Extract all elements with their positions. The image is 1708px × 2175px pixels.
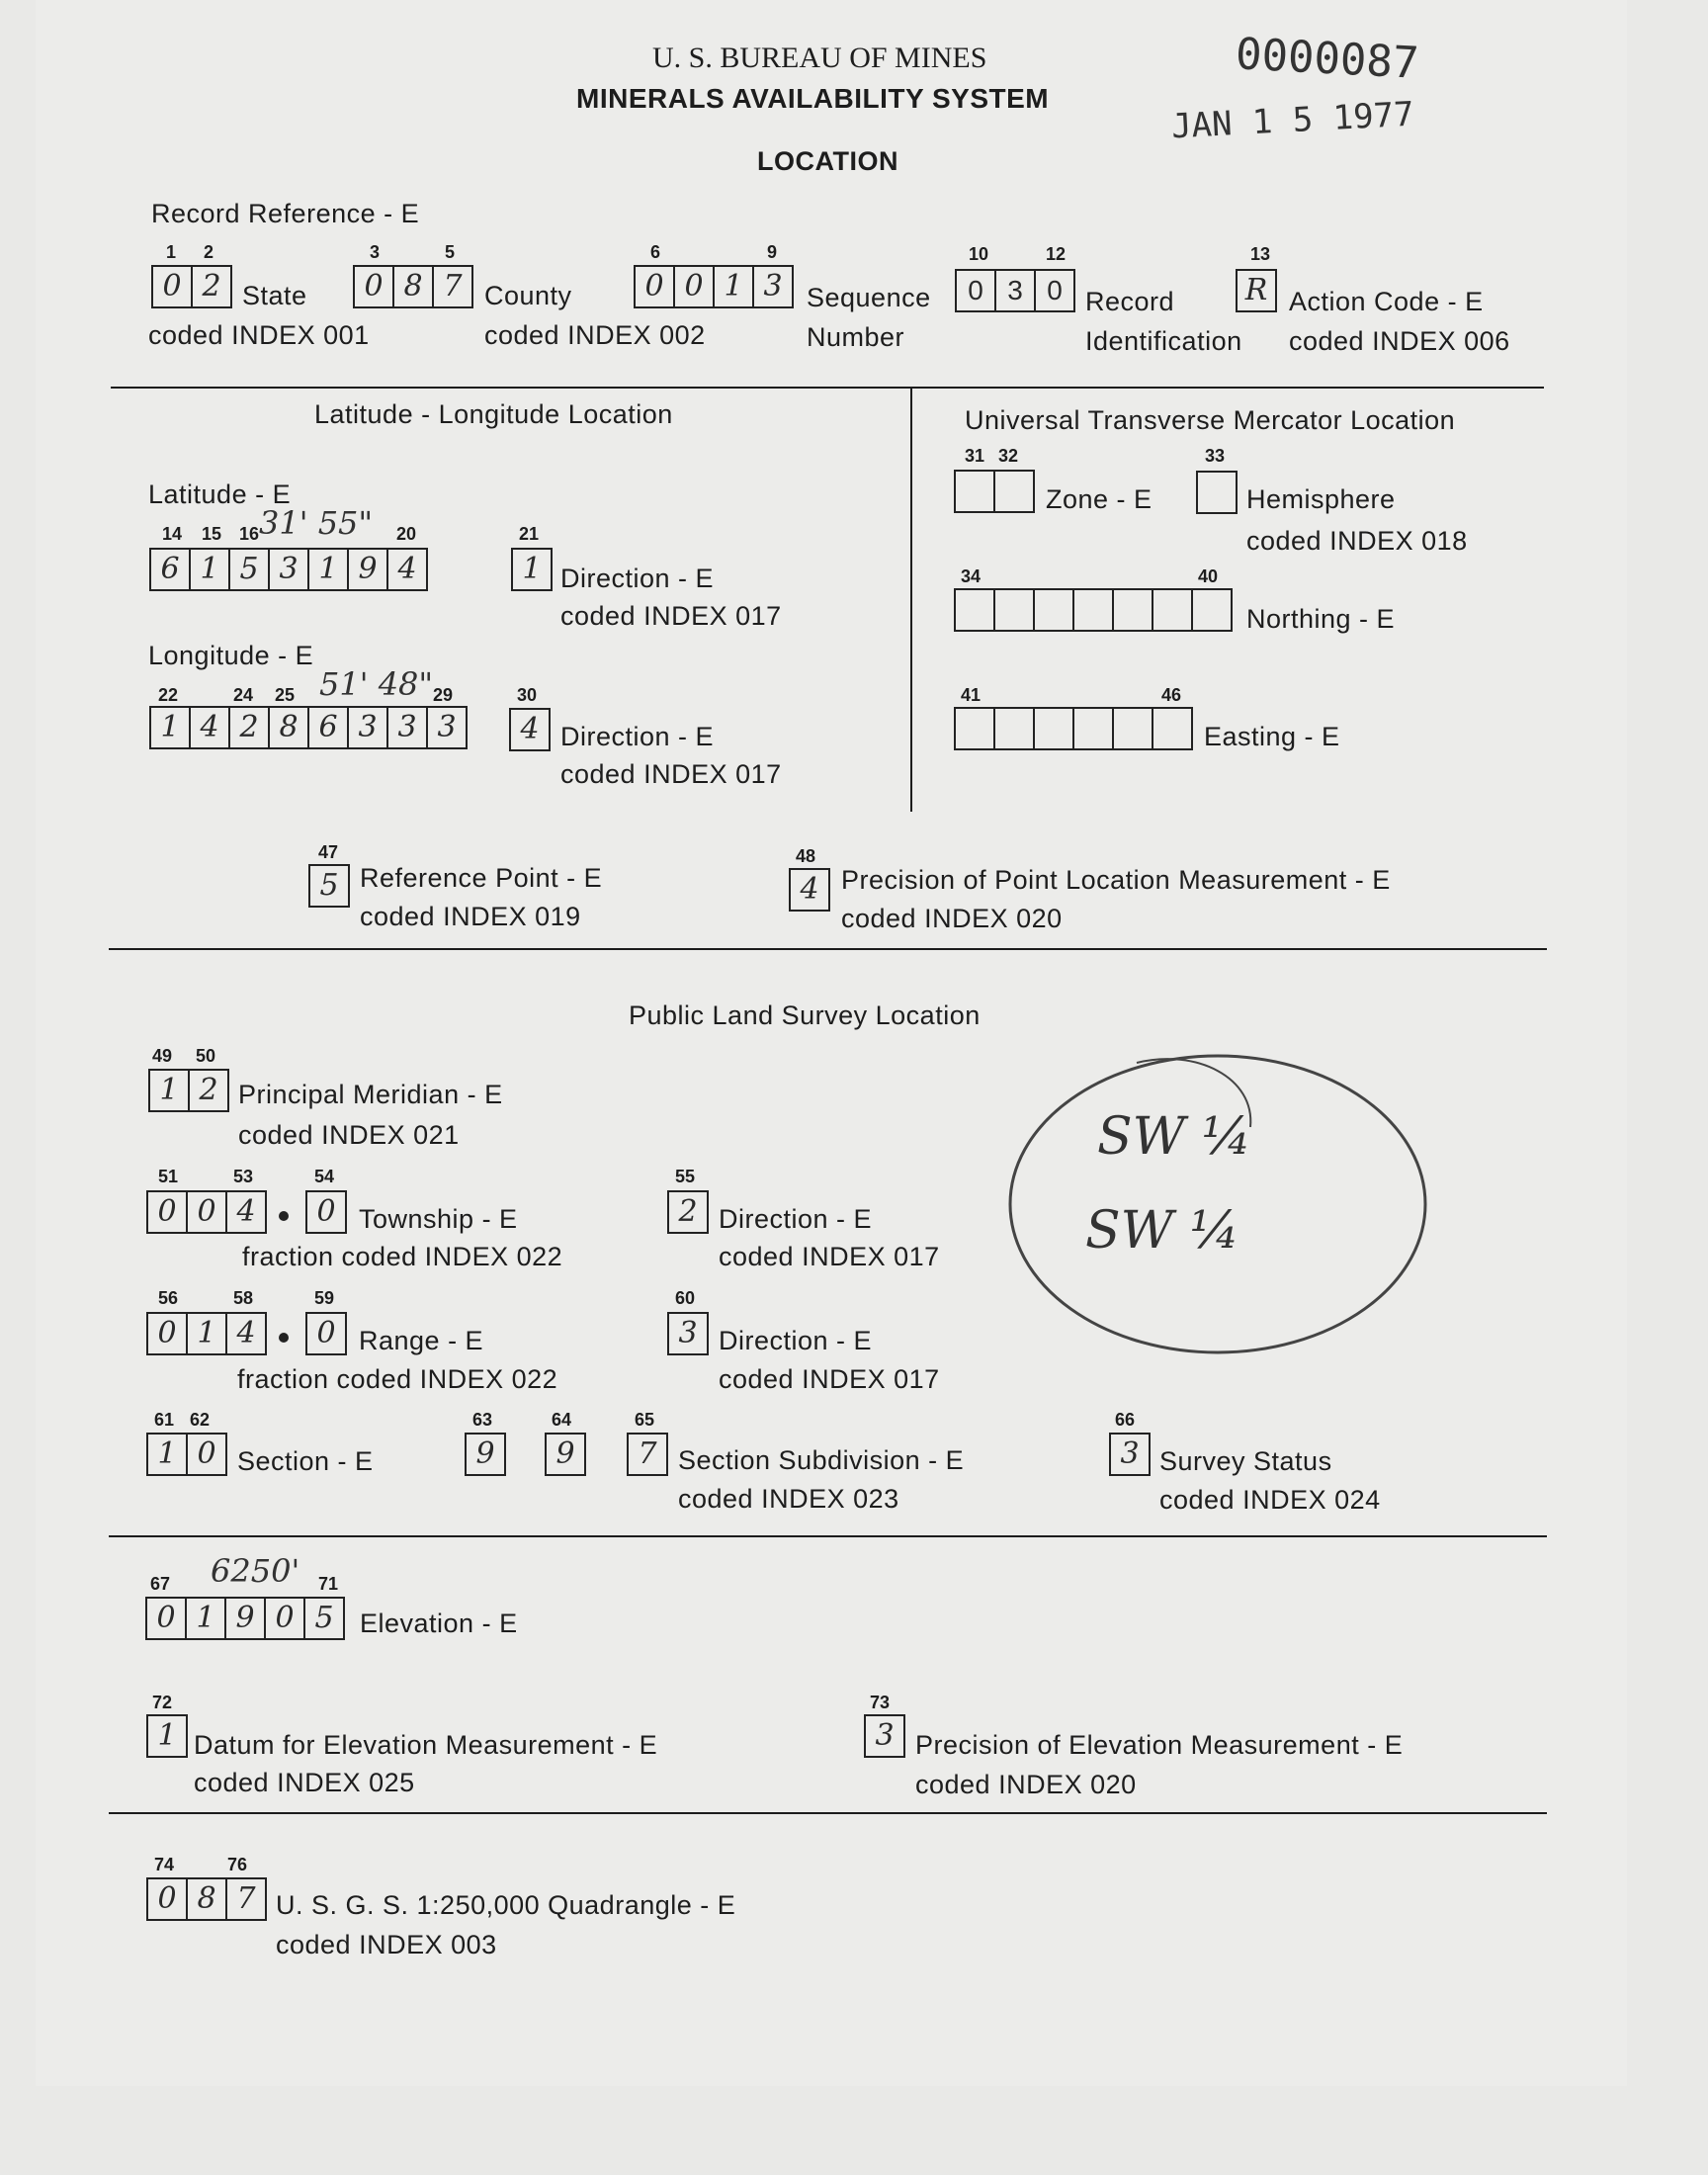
- range-index: fraction coded INDEX 022: [237, 1364, 558, 1394]
- field-num: 40: [1198, 566, 1219, 586]
- digit-box[interactable]: 0: [305, 1190, 347, 1234]
- lat-direction-index: coded INDEX 017: [560, 601, 782, 631]
- pls-title: Public Land Survey Location: [629, 1000, 981, 1030]
- subdivision-box-2[interactable]: [545, 1433, 586, 1474]
- field-num: 64: [552, 1410, 572, 1430]
- digit-box[interactable]: [1112, 707, 1152, 750]
- township-boxes[interactable]: [146, 1190, 267, 1232]
- handwritten-note-line-1: SW ¼: [1097, 1107, 1251, 1167]
- field-num: 21: [519, 524, 540, 544]
- longitude-direction-box[interactable]: [509, 708, 551, 749]
- field-num: 46: [1161, 685, 1182, 705]
- digit-box[interactable]: 5: [228, 548, 268, 591]
- field-num: 9: [767, 242, 778, 262]
- field-num: 15: [202, 524, 222, 544]
- county-index: coded INDEX 002: [484, 320, 706, 350]
- digit-box[interactable]: 3: [752, 265, 794, 308]
- northing-boxes[interactable]: [954, 588, 1233, 630]
- field-num: 54: [314, 1167, 335, 1186]
- divider: [109, 1812, 1547, 1814]
- digit-box[interactable]: 0: [634, 265, 673, 308]
- field-num: 6: [650, 242, 661, 262]
- digit-box[interactable]: [954, 470, 993, 513]
- reference-point-box[interactable]: [308, 864, 350, 906]
- digit-box[interactable]: 0: [145, 1597, 185, 1640]
- lat-direction-label: Direction - E: [560, 564, 715, 593]
- zone-label: Zone - E: [1046, 484, 1153, 514]
- digit-box[interactable]: 8: [392, 265, 432, 308]
- system-name: MINERALS AVAILABILITY SYSTEM: [576, 83, 1050, 114]
- sequence-sub: Number: [807, 322, 905, 352]
- decimal-point: [279, 1211, 289, 1221]
- digit-box[interactable]: 3: [864, 1714, 905, 1758]
- digit-box[interactable]: 1: [148, 1069, 188, 1112]
- action-code-box[interactable]: [1236, 269, 1277, 310]
- digit-box[interactable]: 5: [303, 1597, 345, 1640]
- document-number-stamp: 0000087: [1234, 29, 1420, 89]
- digit-box[interactable]: 3: [1109, 1433, 1151, 1476]
- digit-box[interactable]: 1: [149, 706, 189, 749]
- field-num: 71: [318, 1574, 339, 1594]
- column-divider: [910, 389, 912, 812]
- field-num: 62: [190, 1410, 211, 1430]
- precision-box[interactable]: [789, 868, 830, 910]
- field-num: 72: [152, 1693, 173, 1712]
- utm-title: Universal Transverse Mercator Location: [965, 405, 1456, 435]
- section-subdivision-label: Section Subdivision - E: [678, 1445, 965, 1475]
- field-num: 14: [162, 524, 183, 544]
- digit-box[interactable]: 1: [511, 548, 553, 591]
- field-num: 63: [472, 1410, 493, 1430]
- elevation-precision-label: Precision of Elevation Measurement - E: [915, 1730, 1404, 1760]
- digit-box[interactable]: 2: [188, 1069, 229, 1112]
- lon-direction-index: coded INDEX 017: [560, 759, 782, 789]
- digit-box[interactable]: 1: [146, 1433, 186, 1476]
- reference-point-index: coded INDEX 019: [360, 902, 581, 931]
- digit-box[interactable]: 4: [509, 708, 551, 751]
- elevation-precision-index: coded INDEX 020: [915, 1770, 1137, 1799]
- precision-label: Precision of Point Location Measurement - E: [841, 865, 1391, 895]
- digit-box[interactable]: [993, 707, 1033, 750]
- range-direction-index: coded INDEX 017: [719, 1364, 940, 1394]
- digit-box[interactable]: 4: [386, 548, 428, 591]
- digit-box[interactable]: 1: [307, 548, 347, 591]
- latitude-handwritten-note: 31' 55": [259, 504, 374, 542]
- digit-box[interactable]: [993, 588, 1033, 632]
- record-reference-label: Record Reference - E: [151, 199, 420, 228]
- digit-box[interactable]: 0: [955, 269, 994, 312]
- field-num: 31: [965, 446, 985, 466]
- digit-box[interactable]: 3: [426, 706, 468, 749]
- digit-box[interactable]: 6: [149, 548, 189, 591]
- state-code-boxes[interactable]: [151, 265, 232, 306]
- lon-direction-label: Direction - E: [560, 722, 715, 751]
- decimal-point: [279, 1333, 289, 1343]
- digit-box[interactable]: [1072, 588, 1112, 632]
- latlong-title: Latitude - Longitude Location: [314, 399, 673, 429]
- hemisphere-label: Hemisphere: [1246, 484, 1396, 514]
- field-num: 12: [1046, 244, 1067, 264]
- digit-box[interactable]: 1: [189, 548, 228, 591]
- digit-box[interactable]: 3: [268, 548, 307, 591]
- easting-boxes[interactable]: [954, 707, 1193, 748]
- record-id-sub: Identification: [1085, 326, 1242, 356]
- digit-box[interactable]: 1: [146, 1714, 188, 1758]
- field-num: 48: [796, 846, 816, 866]
- digit-box[interactable]: 6: [307, 706, 347, 749]
- field-num: 2: [204, 242, 214, 262]
- digit-box[interactable]: 0: [146, 1312, 186, 1355]
- digit-box[interactable]: 0: [673, 265, 713, 308]
- field-num: 47: [318, 842, 339, 862]
- field-num: 58: [233, 1288, 254, 1308]
- section-boxes[interactable]: [146, 1433, 227, 1474]
- field-num: 25: [275, 685, 296, 705]
- field-num: 16: [239, 524, 260, 544]
- field-num: 22: [158, 685, 179, 705]
- digit-box[interactable]: 3: [386, 706, 426, 749]
- section-subdivision-index: coded INDEX 023: [678, 1484, 899, 1514]
- digit-box[interactable]: 3: [667, 1312, 709, 1355]
- hemisphere-index: coded INDEX 018: [1246, 526, 1468, 556]
- digit-box[interactable]: 0: [146, 1877, 186, 1921]
- digit-box[interactable]: [993, 470, 1035, 513]
- digit-box[interactable]: 1: [185, 1597, 224, 1640]
- hemisphere-box[interactable]: [1196, 471, 1238, 512]
- agency-name: U. S. BUREAU OF MINES: [652, 42, 987, 74]
- digit-box[interactable]: 2: [667, 1190, 709, 1234]
- field-num: 56: [158, 1288, 179, 1308]
- digit-box[interactable]: 0: [1034, 269, 1075, 312]
- reference-point-label: Reference Point - E: [360, 863, 603, 893]
- field-num: 30: [517, 685, 538, 705]
- elevation-boxes[interactable]: [145, 1597, 345, 1638]
- quadrangle-boxes[interactable]: [146, 1877, 267, 1919]
- survey-status-box[interactable]: [1109, 1433, 1151, 1474]
- longitude-handwritten-note: 51' 48": [319, 665, 434, 703]
- range-boxes[interactable]: [146, 1312, 267, 1353]
- digit-box[interactable]: [1033, 588, 1072, 632]
- divider: [109, 1535, 1547, 1537]
- county-code-boxes[interactable]: [353, 265, 473, 306]
- field-num: 67: [150, 1574, 171, 1594]
- elevation-handwritten-note: 6250': [211, 1552, 300, 1590]
- elevation-label: Elevation - E: [360, 1609, 518, 1638]
- field-num: 73: [870, 1693, 891, 1712]
- field-num: 32: [998, 446, 1019, 466]
- field-num: 13: [1250, 244, 1271, 264]
- divider: [109, 948, 1547, 950]
- field-num: 60: [675, 1288, 696, 1308]
- township-index: fraction coded INDEX 022: [242, 1242, 563, 1271]
- digit-box[interactable]: 3: [994, 269, 1034, 312]
- digit-box[interactable]: R: [1236, 269, 1277, 312]
- digit-box[interactable]: [1033, 707, 1072, 750]
- digit-box[interactable]: [1152, 588, 1191, 632]
- range-direction-box[interactable]: [667, 1312, 709, 1353]
- digit-box[interactable]: 5: [308, 864, 350, 908]
- field-num: 10: [969, 244, 989, 264]
- township-label: Township - E: [359, 1204, 518, 1234]
- field-num: 5: [445, 242, 456, 262]
- principal-meridian-label: Principal Meridian - E: [238, 1080, 503, 1109]
- sequence-number-boxes[interactable]: [634, 265, 794, 306]
- section-label: Section - E: [237, 1446, 374, 1476]
- quadrangle-label: U. S. G. S. 1:250,000 Quadrangle - E: [276, 1890, 736, 1920]
- field-num: 76: [227, 1855, 248, 1874]
- digit-box[interactable]: [954, 588, 993, 632]
- latitude-label: Latitude - E: [148, 479, 292, 509]
- action-code-label: Action Code - E: [1289, 287, 1484, 316]
- digit-box[interactable]: 9: [347, 548, 386, 591]
- principal-meridian-boxes[interactable]: [148, 1069, 229, 1110]
- field-num: 74: [154, 1855, 175, 1874]
- digit-box[interactable]: [1072, 707, 1112, 750]
- digit-box[interactable]: 3: [347, 706, 386, 749]
- record-id-boxes[interactable]: [955, 269, 1075, 310]
- subdivision-box-1[interactable]: [465, 1433, 506, 1474]
- elevation-precision-box[interactable]: [864, 1714, 905, 1756]
- date-received-stamp: JAN 1 5 1977: [1170, 94, 1415, 147]
- digit-box[interactable]: 4: [189, 706, 228, 749]
- field-num: 34: [961, 566, 982, 586]
- township-direction-index: coded INDEX 017: [719, 1242, 940, 1271]
- field-num: 20: [396, 524, 417, 544]
- survey-status-index: coded INDEX 024: [1159, 1485, 1381, 1515]
- digit-box[interactable]: 0: [353, 265, 392, 308]
- sequence-label: Sequence: [807, 283, 931, 312]
- record-id-label: Record: [1085, 287, 1175, 316]
- digit-box[interactable]: 1: [186, 1312, 225, 1355]
- action-code-index: coded INDEX 006: [1289, 326, 1510, 356]
- quadrangle-index: coded INDEX 003: [276, 1930, 497, 1959]
- field-num: 41: [961, 685, 982, 705]
- survey-status-label: Survey Status: [1159, 1446, 1332, 1476]
- section-title-location: LOCATION: [757, 146, 898, 176]
- digit-box[interactable]: 0: [305, 1312, 347, 1355]
- digit-box[interactable]: 0: [186, 1433, 227, 1476]
- latitude-direction-box[interactable]: [511, 548, 553, 589]
- digit-box[interactable]: [954, 707, 993, 750]
- digit-box[interactable]: 9: [545, 1433, 586, 1476]
- range-fraction-box[interactable]: [305, 1312, 347, 1353]
- digit-box[interactable]: [1152, 707, 1193, 750]
- field-num: 24: [233, 685, 254, 705]
- state-label: State: [242, 281, 307, 310]
- longitude-label: Longitude - E: [148, 641, 314, 670]
- latitude-boxes[interactable]: [149, 548, 428, 589]
- subdivision-box-3[interactable]: [627, 1433, 668, 1474]
- field-num: 59: [314, 1288, 335, 1308]
- digit-box[interactable]: 4: [789, 868, 830, 912]
- township-direction-label: Direction - E: [719, 1204, 873, 1234]
- state-index: coded INDEX 001: [148, 320, 370, 350]
- northing-label: Northing - E: [1246, 604, 1396, 634]
- digit-box[interactable]: 0: [151, 265, 191, 308]
- datum-box[interactable]: [146, 1714, 188, 1756]
- field-num: 51: [158, 1167, 179, 1186]
- field-num: 61: [154, 1410, 175, 1430]
- digit-box[interactable]: 0: [186, 1190, 225, 1234]
- field-num: 55: [675, 1167, 696, 1186]
- county-label: County: [484, 281, 572, 310]
- zone-boxes[interactable]: [954, 470, 1035, 511]
- digit-box[interactable]: [1112, 588, 1152, 632]
- field-num: 29: [433, 685, 454, 705]
- digit-box[interactable]: 9: [465, 1433, 506, 1476]
- datum-label: Datum for Elevation Measurement - E: [194, 1730, 658, 1760]
- digit-box[interactable]: [1196, 471, 1238, 514]
- digit-box[interactable]: 4: [225, 1312, 267, 1355]
- divider: [111, 387, 1544, 389]
- longitude-boxes[interactable]: [149, 706, 468, 747]
- digit-box[interactable]: 0: [146, 1190, 186, 1234]
- digit-box[interactable]: 1: [713, 265, 752, 308]
- digit-box[interactable]: 8: [186, 1877, 225, 1921]
- township-fraction-box[interactable]: [305, 1190, 347, 1232]
- range-label: Range - E: [359, 1326, 484, 1355]
- principal-meridian-index: coded INDEX 021: [238, 1120, 460, 1150]
- field-num: 53: [233, 1167, 254, 1186]
- field-num: 65: [635, 1410, 655, 1430]
- field-num: 33: [1205, 446, 1226, 466]
- township-direction-box[interactable]: [667, 1190, 709, 1232]
- field-num: 49: [152, 1046, 173, 1066]
- field-num: 3: [370, 242, 381, 262]
- handwritten-note-line-2: SW ¼: [1085, 1201, 1239, 1261]
- field-num: 66: [1115, 1410, 1136, 1430]
- easting-label: Easting - E: [1204, 722, 1340, 751]
- field-num: 1: [166, 242, 177, 262]
- datum-index: coded INDEX 025: [194, 1768, 415, 1797]
- digit-box[interactable]: [1191, 588, 1233, 632]
- digit-box[interactable]: 4: [225, 1190, 267, 1234]
- digit-box[interactable]: 8: [268, 706, 307, 749]
- field-num: 50: [196, 1046, 216, 1066]
- digit-box[interactable]: 7: [627, 1433, 668, 1476]
- digit-box[interactable]: 7: [432, 265, 473, 308]
- precision-index: coded INDEX 020: [841, 904, 1063, 933]
- digit-box[interactable]: 9: [224, 1597, 264, 1640]
- digit-box[interactable]: 2: [191, 265, 232, 308]
- digit-box[interactable]: 7: [225, 1877, 267, 1921]
- digit-box[interactable]: 2: [228, 706, 268, 749]
- range-direction-label: Direction - E: [719, 1326, 873, 1355]
- digit-box[interactable]: 0: [264, 1597, 303, 1640]
